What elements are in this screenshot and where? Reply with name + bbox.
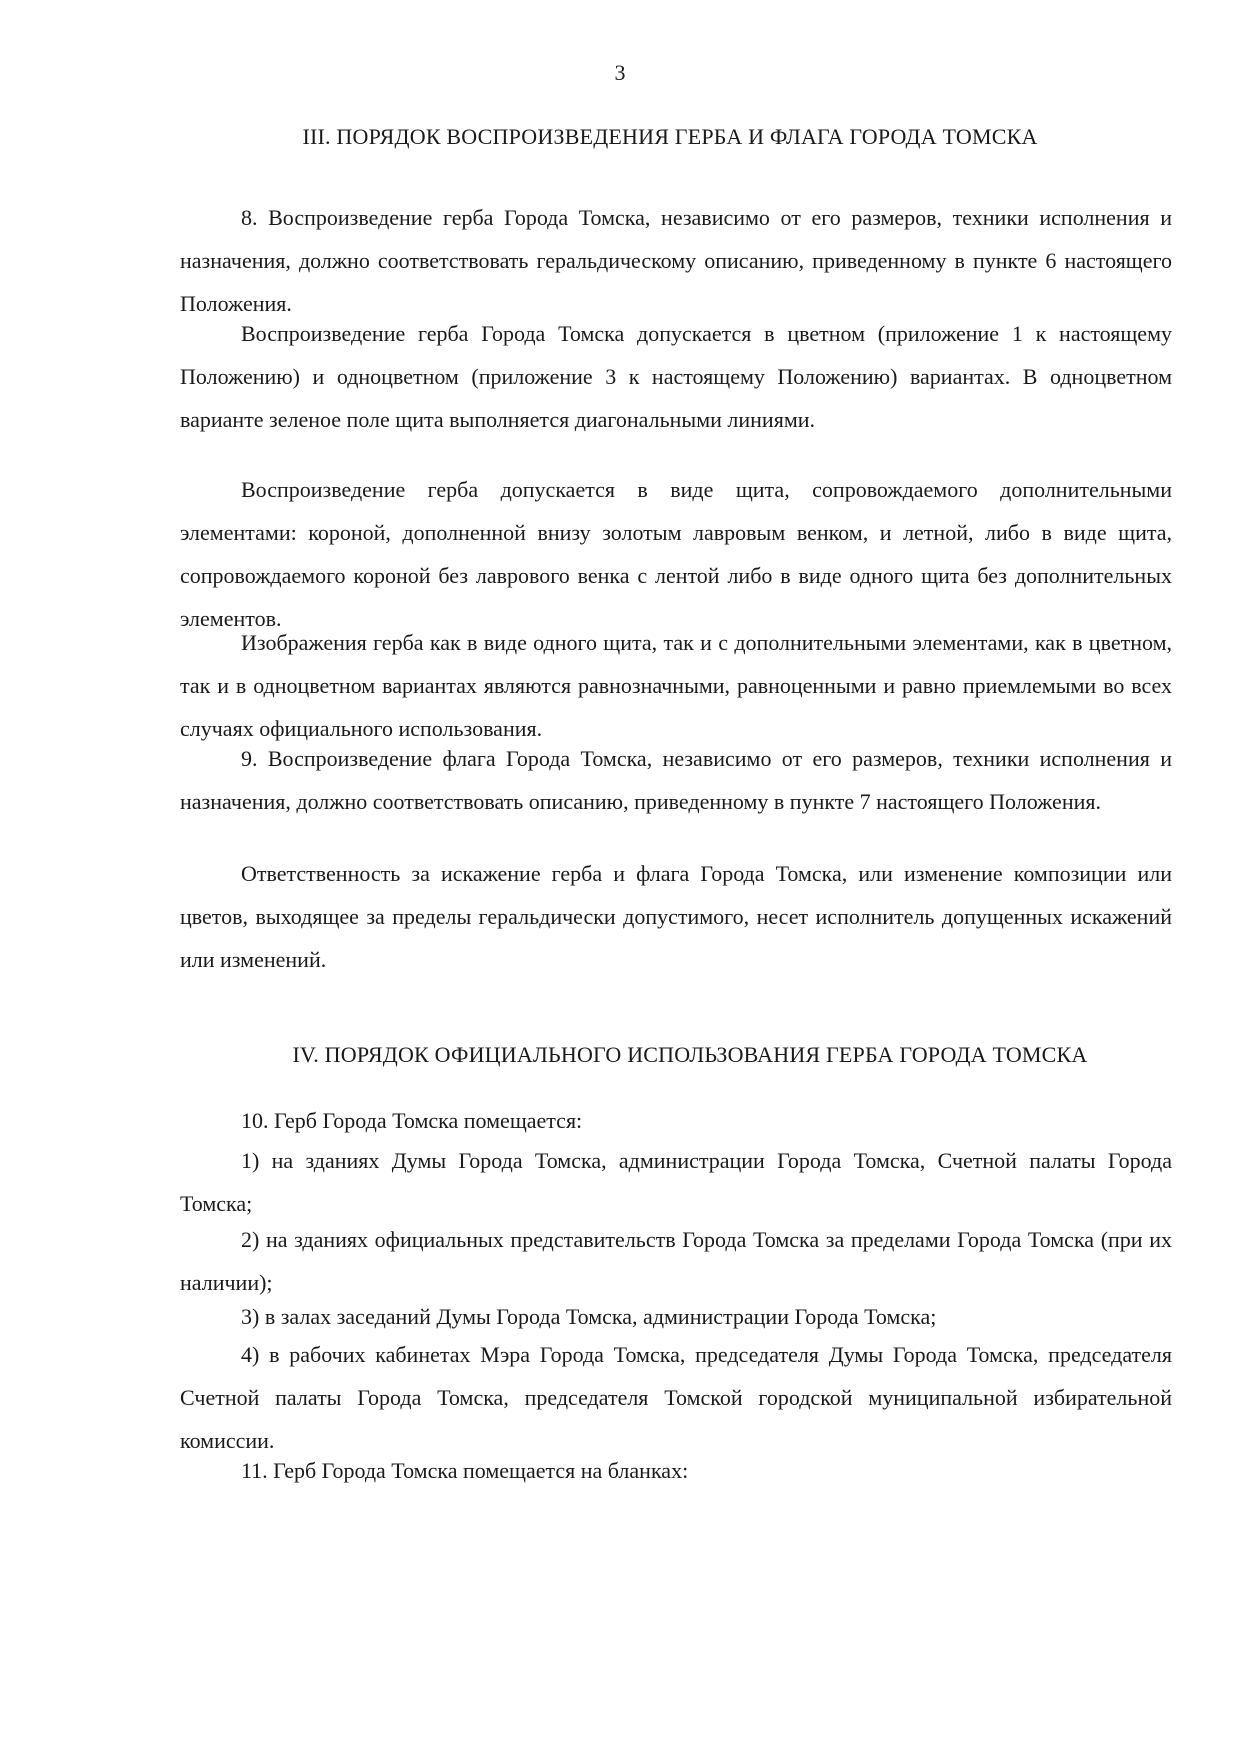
page-number: 3 xyxy=(614,60,626,85)
paragraph-10: 10. Герб Города Томска помещается: xyxy=(241,1108,583,1133)
list-item-2: 2) на зданиях официальных представительств Города Томска за пределами Города Томска (при их наличии); xyxy=(180,1227,1172,1295)
paragraph-11: 11. Герб Города Томска помещается на бланках: xyxy=(241,1458,689,1483)
paragraph-9: 9. Воспроизведение флага Города Томска, независимо от его размеров, техники исполнения и назначения, должно соответствовать описанию, приведенному в пункте 7 настоящего Положения. xyxy=(180,746,1172,814)
section-3-heading: III. ПОРЯДОК ВОСПРОИЗВЕДЕНИЯ ГЕРБА И ФЛАГА ГОРОДА ТОМСКА xyxy=(302,124,1038,149)
paragraph-coat-of-arms-variants: Воспроизведение герба Города Томска допускается в цветном (приложение 1 к настоящему Положению) и одноцветном (приложение 3 к настоящему Положению) вариантах. В одноцветном варианте зеленое поле щита выполняется диагональными линиями. xyxy=(180,321,1172,432)
list-item-4: 4) в рабочих кабинетах Мэра Города Томска, председателя Думы Города Томска, председателя Счетной палаты Города Томска, председателя Томской городской муниципальной избирательной комиссии. xyxy=(180,1342,1172,1453)
section-4-heading: IV. ПОРЯДОК ОФИЦИАЛЬНОГО ИСПОЛЬЗОВАНИЯ ГЕРБА ГОРОДА ТОМСКА xyxy=(292,1042,1088,1067)
paragraph-equal-value: Изображения герба как в виде одного щита, так и с дополнительными элементами, как в цветном, так и в одноцветном вариантах являются равнозначными, равноценными и равно приемлемыми во всех случаях официального использования. xyxy=(180,630,1172,741)
list-item-3: 3) в залах заседаний Думы Города Томска, администрации Города Томска; xyxy=(241,1304,937,1329)
paragraph-additional-elements: Воспроизведение герба допускается в виде щита, сопровождаемого дополнительными элементами: короной, дополненной внизу золотым лавровым венком, и летной, либо в виде щита, сопровождаемого короной без лаврового венка с лентой либо в виде одного щита без дополнительных элементов. xyxy=(180,477,1172,631)
paragraph-responsibility: Ответственность за искажение герба и флага Города Томска, или изменение композиции или цветов, выходящее за пределы геральдически допустимого, несет исполнитель допущенных искажений или изменений. xyxy=(180,861,1172,972)
list-item-1: 1) на зданиях Думы Города Томска, администрации Города Томска, Счетной палаты Города Томска; xyxy=(180,1148,1172,1216)
paragraph-8: 8. Воспроизведение герба Города Томска, независимо от его размеров, техники исполнения и назначения, должно соответствовать геральдическому описанию, приведенному в пункте 6 настоящего Положения. xyxy=(180,205,1172,316)
